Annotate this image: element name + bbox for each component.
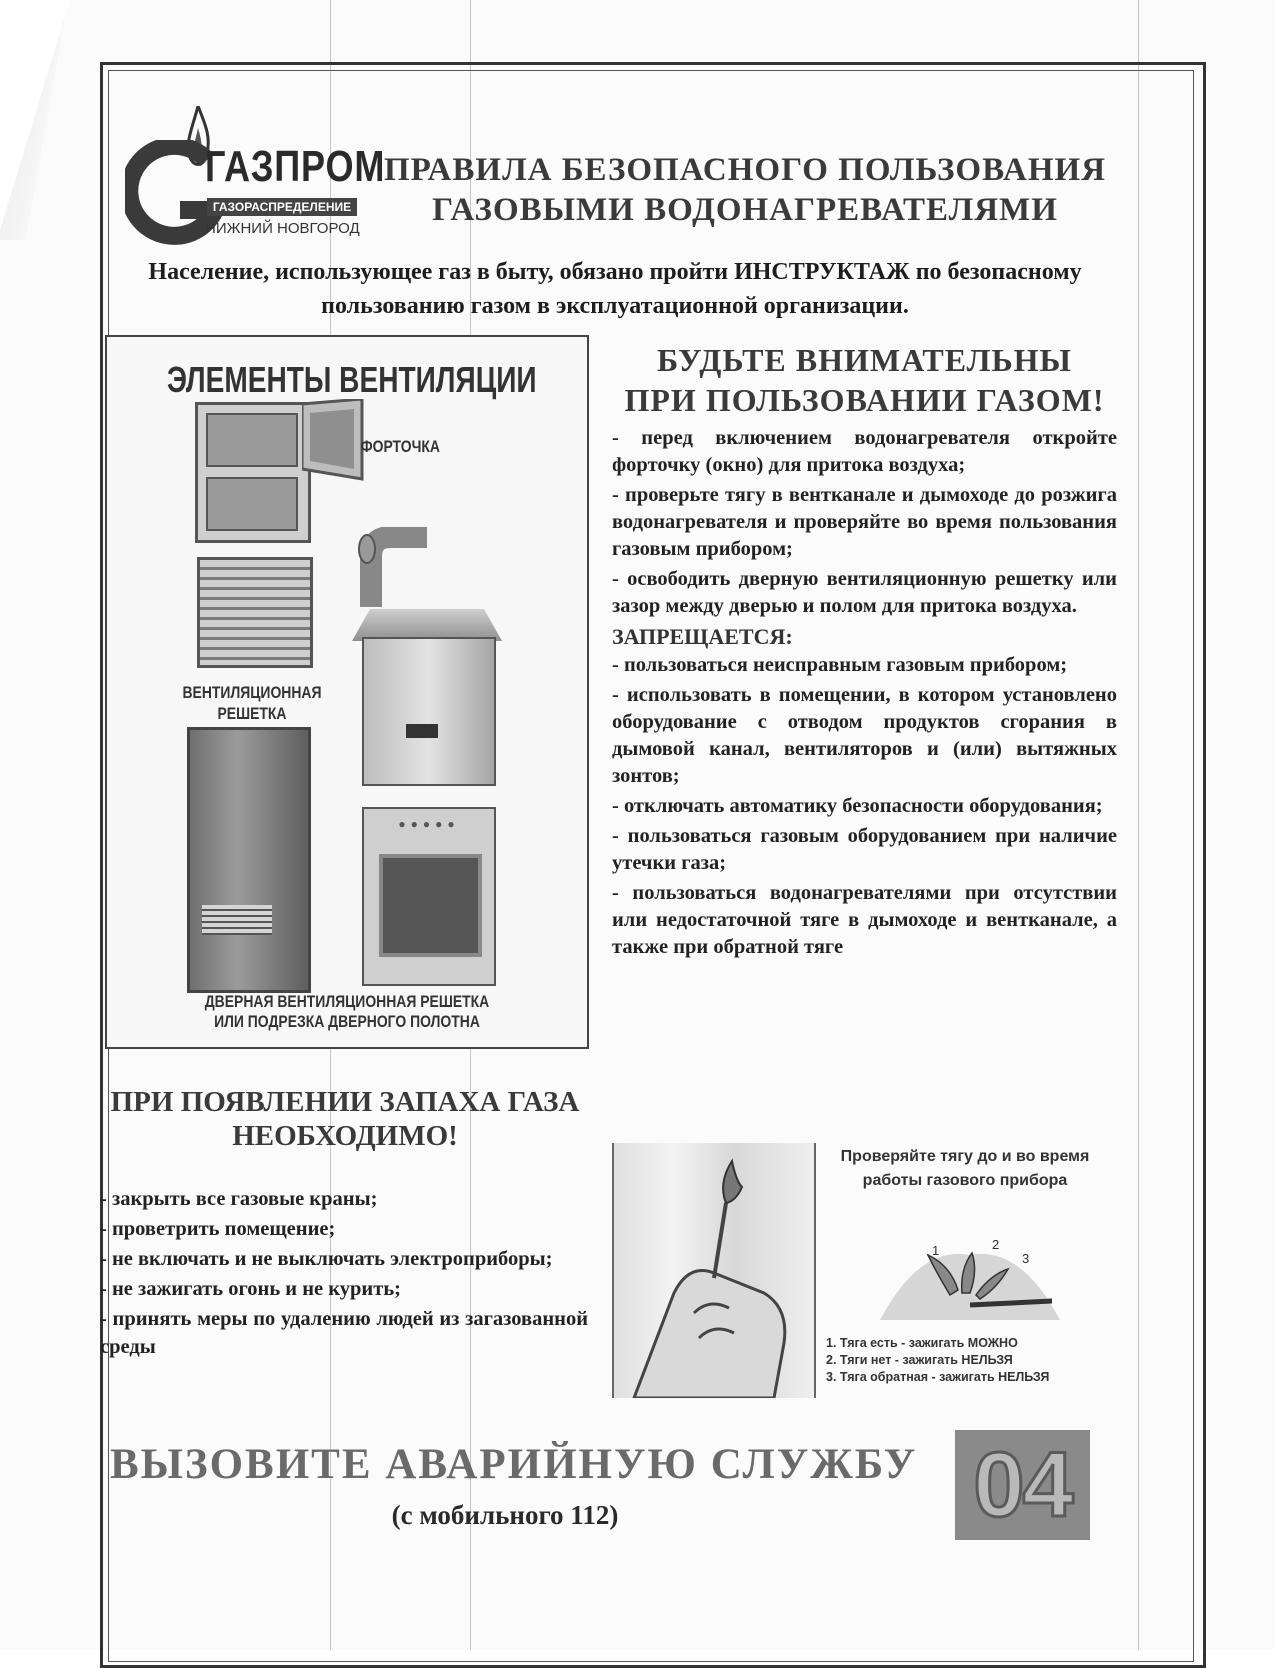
stove-oven [379,854,482,957]
poster-title-line: ПРАВИЛА БЕЗОПАСНОГО ПОЛЬЗОВАНИЯ [383,152,1107,188]
gas-stove-illustration [362,807,496,986]
logo-city: НИЖНИЙ НОВГОРОД [205,220,360,237]
action-item: - не включать и не выключать электроприборы; [100,1248,553,1270]
flame-direction-diagram [880,1235,1060,1320]
page-fold-corner [0,0,70,230]
logo-subtitle: ГАЗОРАСПРЕДЕЛЕНИЕ [207,198,357,216]
poster-title [365,150,1125,230]
window-illustration [195,402,311,543]
draft-mark-1: 1 [932,1243,940,1258]
ventilation-illustration [105,335,589,1049]
draft-legend-item: 2. Тяги нет - зажигать НЕЛЬЗЯ [826,1353,1013,1367]
draft-legend-item: 3. Тяга обратная - зажигать НЕЛЬЗЯ [826,1370,1050,1384]
water-heater-panel [406,724,438,738]
hand-with-match-icon [614,1143,814,1398]
action-item: - проветрить помещение; [100,1218,336,1240]
draft-legend [826,1335,1116,1386]
vent-grate-illustration [197,557,313,668]
draft-mark-2: 2 [992,1237,1000,1252]
forbidden-item: - использовать в помещении, в котором установлено оборудование с отводом продуктов сгорания в дымовой канал, вентиляторов и (или) вытяжных зонтов; [612,684,1117,787]
action-item: - не зажигать огонь и не курить; [100,1278,401,1300]
grate-label-line: РЕШЕТКА [217,704,287,723]
emergency-number-badge [955,1430,1090,1540]
forbidden-item: - пользоваться водонагревателями при отсутствии или недостаточной тяге в дымоходе и вентканале, а также при обратной тяге [612,882,1117,958]
gas-smell-title-line: ПРИ ПОЯВЛЕНИИ ЗАПАХА ГАЗА [110,1086,580,1118]
flue-pipe-icon [357,527,427,607]
window-label: ФОРТОЧКА [360,437,440,456]
door-label-line: ИЛИ ПОДРЕЗКА ДВЕРНОГО ПОЛОТНА [214,1012,480,1031]
action-item: - принять меры по удалению людей из загазованной среды [100,1308,588,1358]
window-pane [206,413,298,467]
door-illustration [187,727,311,993]
emergency-number: 04 [973,1434,1072,1536]
action-item: - закрыть все газовые краны; [100,1188,378,1210]
emergency-call-title: ВЫЗОВИТЕ АВАРИЙНУЮ СЛУЖБУ [110,1441,918,1488]
draft-caption: Проверяйте тягу до и во время работы газового прибора [840,1148,1090,1189]
attention-title-line: БУДЬТЕ ВНИМАТЕЛЬНЫ [657,342,1072,378]
logo-name: ГАЗПРОМ [205,142,386,191]
grate-label-line: ВЕНТИЛЯЦИОННАЯ [182,683,322,702]
draft-mark-3: 3 [1022,1251,1030,1266]
forbidden-item: - пользоваться неисправным газовым прибором; [612,654,1068,676]
ventilation-title: ЭЛЕМЕНТЫ ВЕНТИЛЯЦИИ [167,359,537,400]
door-label-line: ДВЕРНАЯ ВЕНТИЛЯЦИОННАЯ РЕШЕТКА [204,992,490,1011]
attention-title-line: ПРИ ПОЛЬЗОВАНИИ ГАЗОМ! [624,382,1105,418]
instruction-notice: Население, использующее газ в быту, обязано пройти ИНСТРУКТАЖ по безопасному пользованию газом в эксплуатационной организации. [148,259,1082,319]
forbidden-item: - отключать автоматику безопасности оборудования; [612,795,1103,817]
window-pane [206,477,298,531]
emergency-mobile-number: (с мобильного 112) [391,1500,619,1530]
gas-smell-title-line: НЕОБХОДИМО! [232,1120,458,1152]
rule-item: - освободить дверную вентиляционную решетку или зазор между дверью и полом для притока воздуха. [612,568,1117,617]
safety-rules [612,425,1117,964]
gazprom-logo [125,100,386,250]
water-heater-illustration [362,637,496,786]
grate-label [178,682,326,724]
door-label [167,992,528,1032]
forbidden-heading: ЗАПРЕЩАЕТСЯ: [612,624,793,649]
gas-smell-title [100,1085,590,1153]
draft-legend-item: 1. Тяга есть - зажигать МОЖНО [826,1336,1018,1350]
attention-title [612,340,1117,420]
rule-item: - проверьте тягу в вентканале и дымоходе до розжига водонагревателя и проверяйте во время пользования газовым прибором; [612,484,1117,560]
forbidden-item: - пользоваться газовым оборудованием при наличие утечки газа; [612,825,1117,874]
gas-smell-actions [100,1185,588,1363]
stove-knobs: ●●●●● [398,817,460,831]
draft-check-photo [612,1143,816,1398]
door-grate [202,905,272,935]
poster-title-line: ГАЗОВЫМИ ВОДОНАГРЕВАТЕЛЯМИ [432,192,1058,228]
rule-item: - перед включением водонагревателя откройте форточку (окно) для притока воздуха; [612,427,1117,476]
